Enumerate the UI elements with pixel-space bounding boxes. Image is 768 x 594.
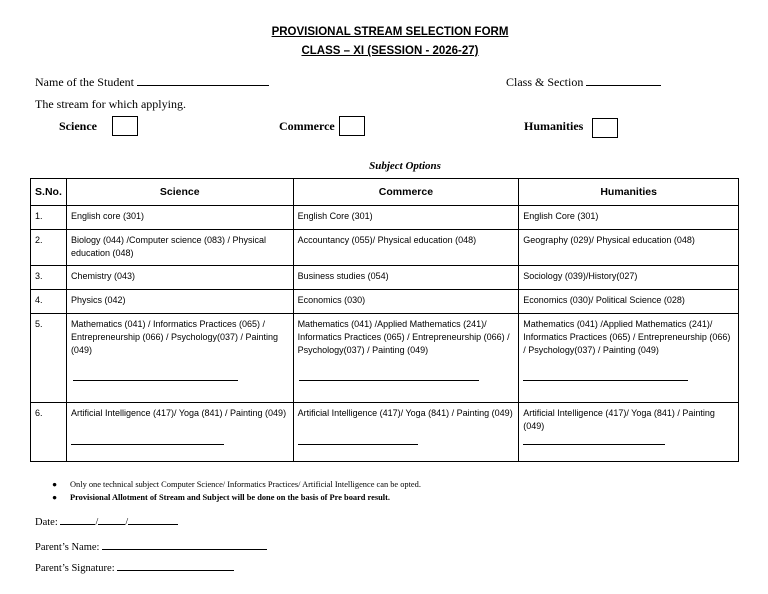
header-humanities: Humanities [519, 179, 739, 206]
humanities-label: Humanities [524, 119, 584, 133]
cell-humanities [519, 403, 739, 462]
parent-signature-field[interactable] [117, 560, 234, 571]
humanities-checkbox[interactable] [592, 118, 618, 138]
parent-name-field[interactable] [102, 539, 267, 550]
cell-humanities: Geography (029)/ Physical education (048) [519, 230, 739, 266]
science-choice-blank[interactable] [73, 380, 238, 381]
cell-science: Physics (042) [66, 290, 293, 314]
row-sno: 2. [31, 230, 67, 266]
date-separator: / [95, 517, 99, 528]
table-row [31, 206, 739, 230]
cell-commerce: Economics (030) [293, 290, 519, 314]
humanities-choice-blank[interactable] [523, 380, 688, 381]
form-subtitle: CLASS – XI (SESSION - 2026-27) [301, 45, 479, 57]
parent-name-row [35, 539, 267, 553]
table-row [31, 290, 739, 314]
note-item [54, 493, 390, 502]
subject-options-table [30, 178, 739, 462]
note-item [54, 480, 421, 489]
header-sno: S.No. [31, 179, 67, 206]
table-row [31, 403, 739, 462]
cell-science: Chemistry (043) [66, 266, 293, 290]
class-section-row [506, 75, 661, 90]
cell-commerce-text: Artificial Intelligence (417)/ Yoga (841) / Painting (049) [297, 408, 513, 418]
row-sno: 4. [31, 290, 67, 314]
commerce-choice-blank[interactable] [299, 380, 479, 381]
student-name-field[interactable] [137, 75, 269, 86]
header-commerce: Commerce [293, 179, 519, 206]
table-caption: Subject Options [369, 160, 441, 172]
class-section-field[interactable] [586, 75, 661, 86]
bullet-icon: ● [52, 493, 58, 502]
cell-commerce-text: Mathematics (041) /Applied Mathematics (241)/ Informatics Practices (065) / Entrepreneurship (066) / Psychology(037) / Painting (049) [297, 319, 510, 355]
cell-humanities-text: Mathematics (041) /Applied Mathematics (241)/ Informatics Practices (065) / Entrepreneurship (066) / Psychology(037) / Painting (049) [523, 319, 731, 355]
commerce-checkbox[interactable] [339, 116, 365, 136]
class-section-label: Class & Section [506, 75, 584, 89]
table-row [31, 230, 739, 266]
student-name-row [35, 75, 269, 90]
form-title: PROVISIONAL STREAM SELECTION FORM [271, 26, 509, 38]
cell-humanities [519, 314, 739, 403]
cell-science: English core (301) [66, 206, 293, 230]
bullet-icon: ● [52, 480, 58, 489]
row-sno: 5. [31, 314, 67, 403]
table-header-row [31, 179, 739, 206]
note-text: Only one technical subject Computer Science/ Informatics Practices/ Artificial Intelligence can be opted. [70, 480, 421, 489]
student-name-label: Name of the Student [35, 75, 134, 89]
date-year-field[interactable] [128, 514, 178, 525]
science-checkbox[interactable] [112, 116, 138, 136]
date-separator: / [125, 517, 129, 528]
cell-commerce [293, 403, 519, 462]
date-day-field[interactable] [60, 514, 95, 525]
cell-humanities-text: Artificial Intelligence (417)/ Yoga (841) / Painting (049) [523, 408, 715, 431]
parent-name-label: Parent’s Name: [35, 542, 100, 553]
date-label: Date: [35, 517, 58, 528]
header-science: Science [66, 179, 293, 206]
table-row [31, 314, 739, 403]
science-ai-blank[interactable] [71, 444, 224, 445]
cell-science: Biology (044) /Computer science (083) / Physical education (048) [66, 230, 293, 266]
parent-signature-row [35, 560, 234, 574]
cell-commerce: English Core (301) [293, 206, 519, 230]
row-sno: 3. [31, 266, 67, 290]
note-text: Provisional Allotment of Stream and Subject will be done on the basis of Pre board result. [70, 493, 390, 502]
cell-science [66, 314, 293, 403]
cell-science-text: Artificial Intelligence (417)/ Yoga (841) / Painting (049) [70, 408, 287, 418]
row-sno: 6. [31, 403, 67, 462]
stream-prompt: The stream for which applying. [35, 97, 186, 111]
cell-science [66, 403, 293, 462]
cell-humanities: Economics (030)/ Political Science (028) [519, 290, 739, 314]
cell-commerce: Business studies (054) [293, 266, 519, 290]
table-row [31, 266, 739, 290]
cell-commerce: Accountancy (055)/ Physical education (048) [293, 230, 519, 266]
humanities-ai-blank[interactable] [523, 444, 665, 445]
science-label: Science [59, 119, 97, 133]
parent-signature-label: Parent’s Signature: [35, 563, 115, 574]
cell-science-text: Mathematics (041) / Informatics Practices (065) / Entrepreneurship (066) / Psychology(037) / Painting (049) [70, 319, 279, 355]
date-row [35, 514, 178, 528]
commerce-label: Commerce [279, 119, 335, 133]
cell-commerce [293, 314, 519, 403]
row-sno: 1. [31, 206, 67, 230]
date-month-field[interactable] [98, 514, 125, 525]
cell-humanities: Sociology (039)/History(027) [519, 266, 739, 290]
cell-humanities: English Core (301) [519, 206, 739, 230]
commerce-ai-blank[interactable] [298, 444, 418, 445]
